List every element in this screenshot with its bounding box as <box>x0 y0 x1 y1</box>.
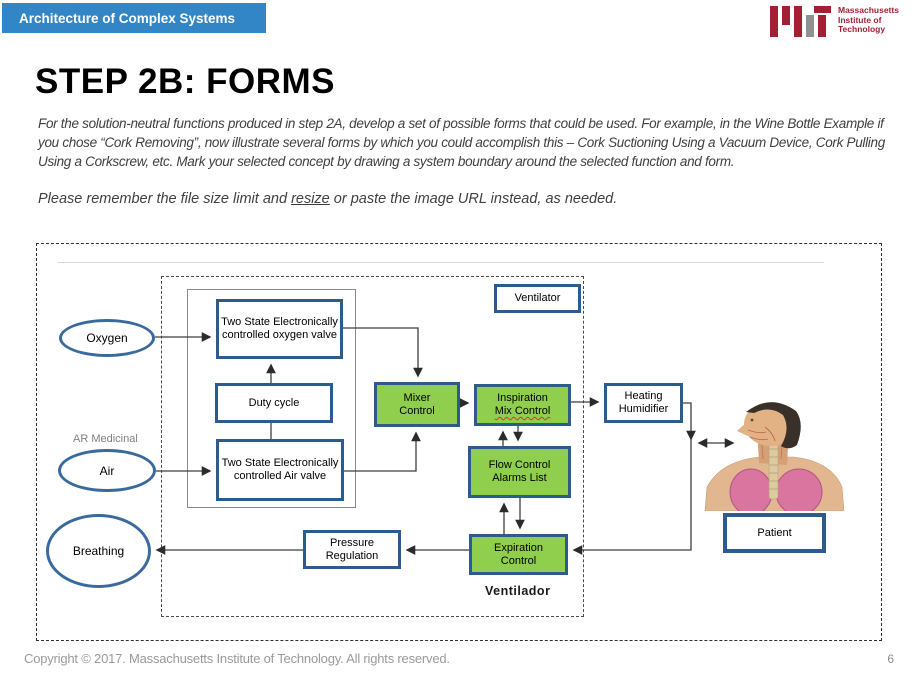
expiration-label-1: Expiration <box>494 541 543 554</box>
diagram-canvas <box>36 243 882 641</box>
note-line <box>38 190 886 209</box>
mixer-label-1: Mixer <box>403 391 431 404</box>
mit-logo-icon <box>770 6 832 38</box>
mixer-control-box <box>374 382 460 427</box>
page-number: 6 <box>887 652 894 666</box>
page-title: STEP 2B: FORMS <box>35 62 336 101</box>
copyright-text: Copyright © 2017. Massachusetts Institute of Technology. All rights reserved. <box>24 651 450 666</box>
duty-cycle-label: Duty cycle <box>248 396 300 409</box>
air-ellipse <box>58 449 156 492</box>
flow-label-1: Flow Control <box>488 459 551 471</box>
expiration-control-box <box>469 534 568 575</box>
air-valve-label: Two State Electronically controlled Air valve <box>221 457 339 482</box>
breathing-ellipse <box>46 514 151 588</box>
expiration-label-2: Control <box>500 554 537 567</box>
mit-logo-wordmark <box>838 6 899 38</box>
flow-label-2: Alarms List <box>492 472 547 484</box>
air-label: Air <box>99 463 115 478</box>
patient-illustration <box>701 399 846 511</box>
inspiration-label-2: Mix Control <box>494 405 551 417</box>
logo-line-3: Technology <box>838 24 886 34</box>
breathing-label: Breathing <box>72 544 125 558</box>
ventilador-label: Ventilador <box>485 584 551 598</box>
course-title: Architecture of Complex Systems <box>19 10 236 26</box>
inspiration-mix-control-box <box>474 384 571 426</box>
inspiration-label-1: Inspiration <box>497 392 548 404</box>
patient-label: Patient <box>757 526 792 539</box>
ventilator-label: Ventilator <box>514 292 561 304</box>
heating-humidifier-box <box>604 383 683 423</box>
note-prefix: Please remember the file size limit and <box>38 191 292 207</box>
air-valve-box <box>216 439 344 501</box>
pressure-label-1: Pressure <box>329 536 375 549</box>
heating-label-2: Humidifier <box>618 403 669 415</box>
pressure-label-2: Regulation <box>325 549 379 562</box>
mit-logo <box>770 6 899 38</box>
note-suffix: or paste the image URL instead, as needed. <box>329 191 618 207</box>
oxygen-label: Oxygen <box>86 331 128 345</box>
patient-box <box>723 513 826 553</box>
mixer-label-2: Control <box>399 404 435 417</box>
ar-medicinal-label: AR Medicinal <box>73 433 138 445</box>
logo-line-1: Massachusetts <box>838 5 899 15</box>
resize-link[interactable]: resize <box>291 191 330 207</box>
flow-control-alarms-box <box>468 446 571 498</box>
oxygen-ellipse <box>59 319 155 357</box>
pressure-regulation-box <box>303 530 401 569</box>
header-bar <box>2 3 266 33</box>
duty-cycle-box <box>215 383 333 423</box>
intro-paragraph: For the solution-neutral functions produced in step 2A, develop a set of possible forms that could be used. For example, in the Wine Bottle Example if you chose “Cork Removing”, now illustrate several forms by which you could accomplish this – Cork Suctioning Using a Vacuum Device, Cork Pulling Using a Corkscrew, etc. Mark your selected concept by drawing a system boundary around the selected function and form. <box>38 116 885 169</box>
ventilator-label-box <box>494 284 581 313</box>
heating-label-1: Heating <box>624 390 663 402</box>
oxygen-valve-label: Two State Electronically controlled oxygen valve <box>221 316 338 341</box>
logo-line-2: Institute of <box>838 14 882 25</box>
oxygen-valve-box <box>216 299 343 359</box>
